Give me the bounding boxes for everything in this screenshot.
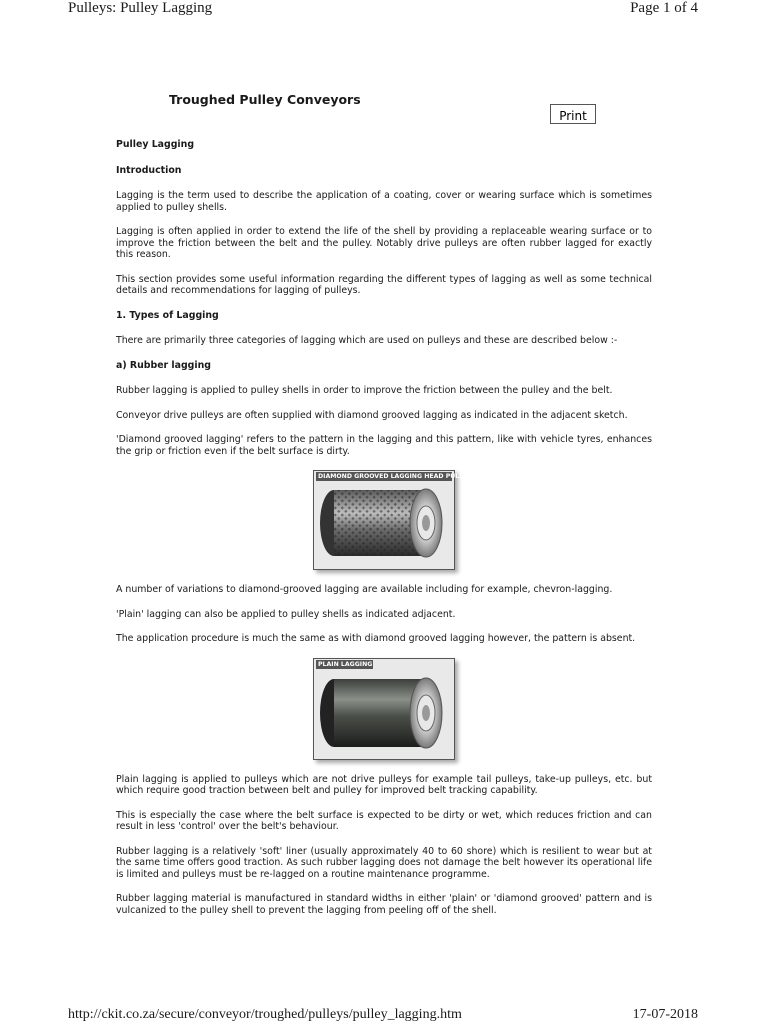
print-date: 17-07-2018 <box>632 1007 698 1022</box>
section-title: Pulley Lagging <box>116 139 195 150</box>
paragraph: This is especially the case where the belt surface is expected to be dirty or wet, which reduces friction and can result in less 'control' over the belt's behaviour. <box>116 809 652 832</box>
paragraph: Plain lagging is applied to pulleys which are not drive pulleys for example tail pulleys, take-up pulleys, etc. but which require good traction between belt and pulley for improved belt tracking capability. <box>116 773 652 796</box>
paragraph: There are primarily three categories of lagging which are used on pulleys and these are described below :- <box>116 335 618 346</box>
print-button[interactable]: Print <box>550 104 596 124</box>
page-number: Page 1 of 4 <box>630 0 698 16</box>
paragraph: A number of variations to diamond-grooved lagging are available including for example, chevron-lagging. <box>116 584 613 595</box>
rubber-lagging-heading: a) Rubber lagging <box>116 359 211 371</box>
plain-lagging-figure <box>313 658 455 760</box>
plain-pulley-illustration <box>314 659 454 759</box>
types-heading: 1. Types of Lagging <box>116 309 219 321</box>
introduction-heading: Introduction <box>116 164 182 176</box>
page-footer <box>68 1007 698 1025</box>
figure-label: PLAIN LAGGING <box>318 660 373 668</box>
diamond-lagging-figure <box>313 470 472 570</box>
paragraph: Rubber lagging material is manufactured in standard widths in either 'plain' or 'diamond grooved' pattern and is vulcanized to the pulley shell to prevent the lagging from peeling off of the shell. <box>116 893 652 916</box>
site-title: Troughed Pulley Conveyors <box>169 92 361 107</box>
article-body <box>116 139 652 929</box>
page-header <box>68 0 698 20</box>
paragraph: 'Plain' lagging can also be applied to pulley shells as indicated adjacent. <box>116 608 456 620</box>
figure-label: DIAMOND GROOVED LAGGING HEAD PULLEY <box>318 473 472 480</box>
paragraph: 'Diamond grooved lagging' refers to the pattern in the lagging and this pattern, like with vehicle tyres, enhances the grip or friction even if the belt surface is dirty. <box>116 434 652 457</box>
paragraph: The application procedure is much the same as with diamond grooved lagging however, the pattern is absent. <box>116 633 636 644</box>
page-url: http://ckit.co.za/secure/conveyor/troughed/pulleys/pulley_lagging.htm <box>68 1007 462 1022</box>
paragraph: Lagging is the term used to describe the application of a coating, cover or wearing surface which is sometimes applied to pulley shells. <box>116 190 652 213</box>
paragraph: Rubber lagging is applied to pulley shells in order to improve the friction between the pulley and the belt. <box>116 385 613 396</box>
diamond-pulley-illustration <box>314 471 472 569</box>
header-title: Pulleys: Pulley Lagging <box>68 0 213 16</box>
paragraph: Lagging is often applied in order to extend the life of the shell by providing a replaceable wearing surface or to improve the friction between the belt and the pulley. Notably drive pulleys are often rubber lagged for exactly this reason. <box>116 226 652 260</box>
paragraph: This section provides some useful information regarding the different types of lagging as well as some technical details and recommendations for lagging of pulleys. <box>116 273 652 296</box>
paragraph: Conveyor drive pulleys are often supplied with diamond grooved lagging as indicated in the adjacent sketch. <box>116 409 628 421</box>
paragraph: Rubber lagging is a relatively 'soft' liner (usually approximately 40 to 60 shore) which is resilient to wear but at the same time offers good traction. As such rubber lagging does not damage the belt however its operational life is limited and pulleys must be re-lagged on a routine maintenance programme. <box>116 845 652 880</box>
